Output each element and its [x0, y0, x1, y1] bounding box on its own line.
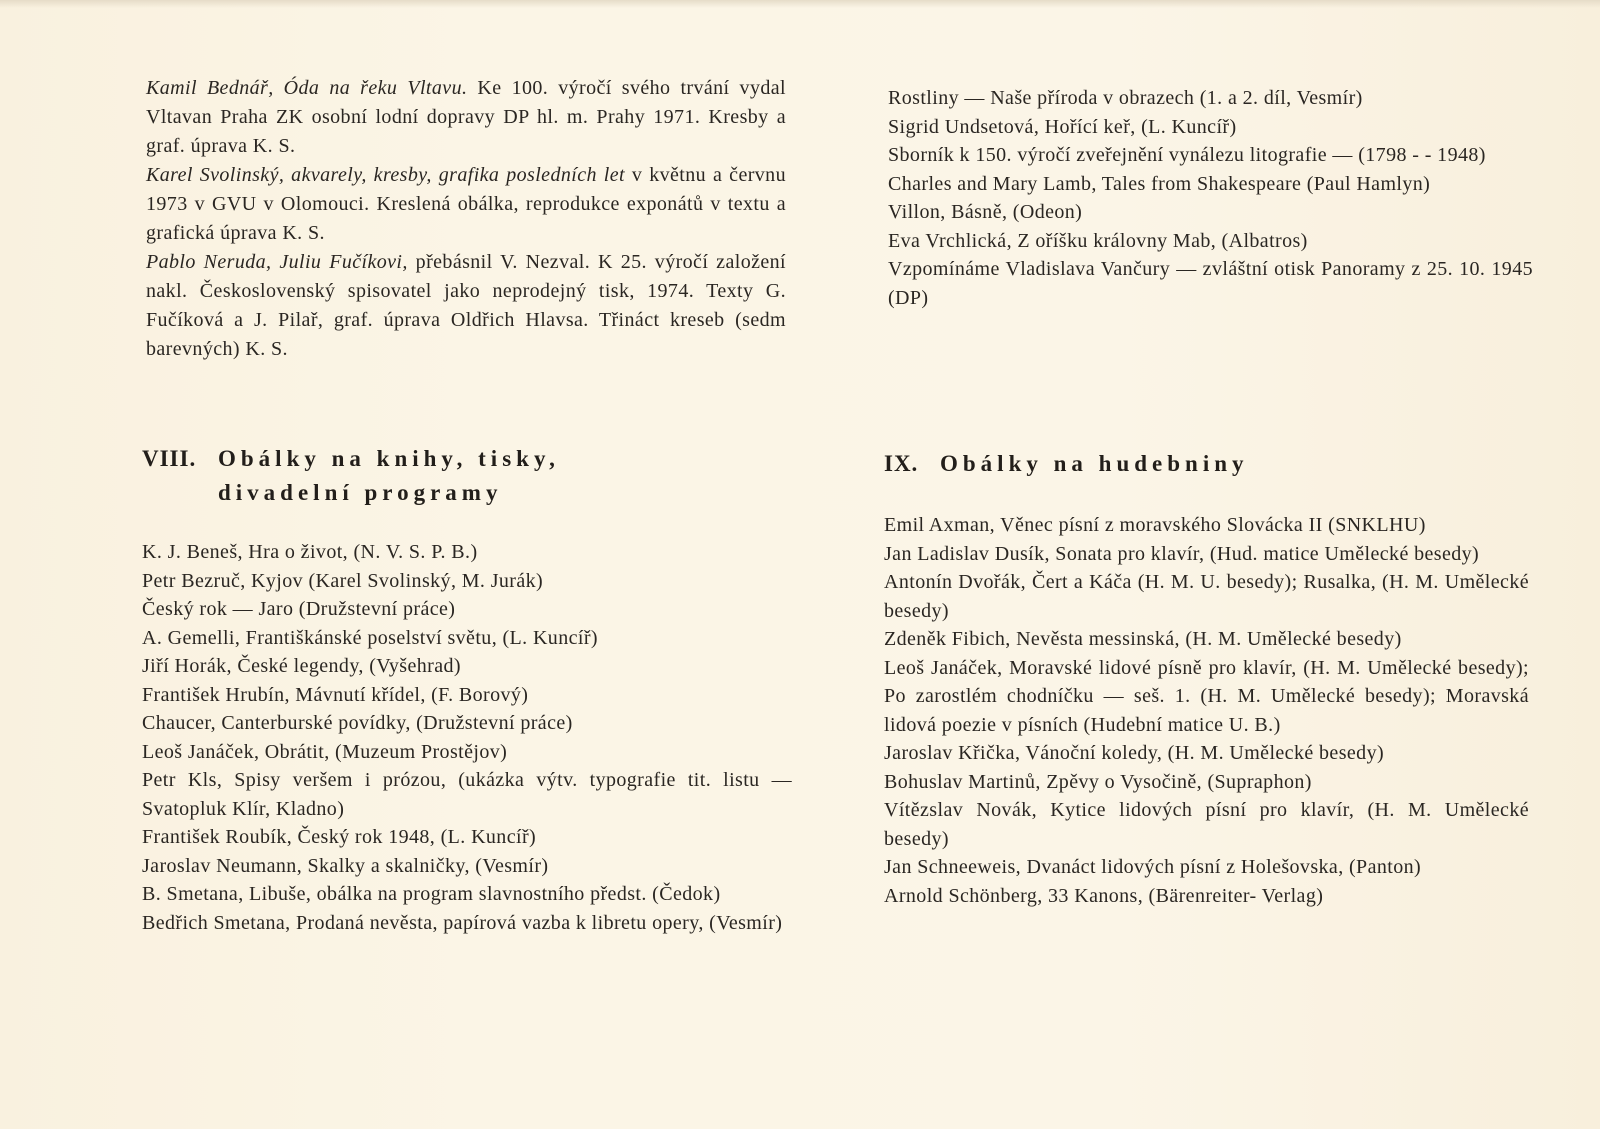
section-title-line1: Obálky na knihy, tisky, [218, 446, 560, 471]
list-item: B. Smetana, Libuše, obálka na program slavnostního předst. (Čedok) [142, 883, 721, 905]
section-number: VIII. [142, 446, 197, 471]
section-title: Obálky na hudebniny [940, 451, 1249, 476]
list-item: Jaroslav Křička, Vánoční koledy, (H. M. Umělecké besedy) [884, 742, 1385, 764]
list-item: Sborník k 150. výročí zveřejnění vynálezu litografie — (1798 - - 1948) [888, 144, 1486, 166]
section-ix [884, 447, 1529, 910]
page-top-shadow [0, 0, 1600, 8]
left-top-column [146, 74, 786, 364]
list-item: Eva Vrchlická, Z oříšku královny Mab, (Albatros) [888, 229, 1308, 252]
list-item: František Hrubín, Mávnutí křídel, (F. Borový) [142, 683, 529, 706]
paragraph-neruda: Pablo Neruda, Juliu Fučíkovi, přebásnil V. Nezval. K 25. výročí založení nakl. Československý spisovatel jako neprodejný tisk, 1974. Texty G. Fučíková a J. Pilař, graf. úprava Oldřich Hlavsa. Třináct kreseb (sedm barevných) K. S. [146, 251, 787, 360]
list-item: Vítězslav Novák, Kytice lidových písní pro klavír, (H. M. Umělecké besedy) [884, 799, 1529, 850]
list-item: Jan Ladislav Dusík, Sonata pro klavír, (Hud. matice Umělecké besedy) [884, 542, 1480, 565]
list-item: Petr Bezruč, Kyjov (Karel Svolinský, M. Jurák) [142, 569, 544, 592]
list-item: K. J. Beneš, Hra o život, (N. V. S. P. B.) [142, 541, 478, 563]
list-item: Sigrid Undsetová, Hořící keř, (L. Kuncíř) [888, 115, 1237, 138]
list-item: Jaroslav Neumann, Skalky a skalničky, (Vesmír) [142, 854, 549, 877]
list-item: František Roubík, Český rok 1948, (L. Kuncíř) [142, 826, 537, 848]
section-viii [142, 442, 792, 937]
list-item: Jiří Horák, České legendy, (Vyšehrad) [142, 655, 461, 677]
right-top-column [888, 84, 1533, 312]
list-item: Chaucer, Canterburské povídky, (Družstevní práce) [142, 712, 573, 734]
list-item: Charles and Mary Lamb, Tales from Shakespeare (Paul Hamlyn) [888, 172, 1431, 195]
list-item: Leoš Janáček, Moravské lidové písně pro klavír, (H. M. Umělecké besedy); Po zarostlém chodníčku — seš. 1. (H. M. Umělecké besedy); Moravská lidová poezie v písních (Hudební matice U. B.) [884, 656, 1529, 736]
list-item: Bohuslav Martinů, Zpěvy o Vysočině, (Supraphon) [884, 770, 1312, 793]
section-number: IX. [884, 451, 919, 476]
list-item: Český rok — Jaro (Družstevní práce) [142, 598, 456, 620]
list-item: Jan Schneeweis, Dvanáct lidových písní z Holešovska, (Panton) [884, 856, 1422, 878]
list-item: A. Gemelli, Františkánské poselství světu, (L. Kuncíř) [142, 626, 598, 649]
list-item: Zdeněk Fibich, Nevěsta messinská, (H. M. Umělecké besedy) [884, 628, 1402, 650]
paragraph-bednar: Kamil Bednář, Óda na řeku Vltavu. Ke 100. výročí svého trvání vydal Vltavan Praha ZK osobní lodní dopravy DP hl. m. Prahy 1971. Kresby a graf. úprava K. S. [146, 77, 786, 157]
list-item: Bedřich Smetana, Prodaná nevěsta, papírová vazba k libretu opery, (Vesmír) [142, 911, 783, 934]
section-ix-heading [884, 447, 1529, 481]
list-item: Arnold Schönberg, 33 Kanons, (Bärenreiter- Verlag) [884, 884, 1324, 907]
list-item: Emil Axman, Věnec písní z moravského Slovácka II (SNKLHU) [884, 514, 1426, 536]
list-item: Petr Kls, Spisy veršem i prózou, (ukázka výtv. typografie tit. listu — Svatopluk Klír, Kladno) [142, 769, 792, 820]
paragraph-svolinsky: Karel Svolinský, akvarely, kresby, grafika posledních let v květnu a červnu 1973 v GVU v Olomouci. Kreslená obálka, reprodukce exponátů v textu a grafická úprava K. S. [146, 164, 786, 244]
list-item: Rostliny — Naše příroda v obrazech (1. a 2. díl, Vesmír) [888, 87, 1363, 109]
list-item: Vzpomínáme Vladislava Vančury — zvláštní otisk Panoramy z 25. 10. 1945 (DP) [888, 258, 1533, 309]
list-item: Leoš Janáček, Obrátit, (Muzeum Prostějov) [142, 740, 508, 763]
list-item: Antonín Dvořák, Čert a Káča (H. M. U. besedy); Rusalka, (H. M. Umělecké besedy) [884, 571, 1529, 622]
section-title-line2: divadelní programy [218, 480, 503, 505]
list-item: Villon, Básně, (Odeon) [888, 201, 1083, 223]
section-viii-heading [142, 442, 792, 510]
